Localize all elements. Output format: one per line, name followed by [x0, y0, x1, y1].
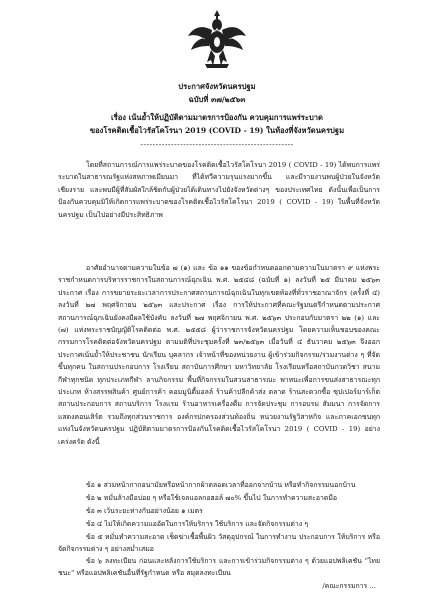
subject-line-2: ของโรคติดเชื้อไวรัสโคโรนา 2019 (COVID - 19) ในท้องที่จังหวัดนครปฐม: [89, 126, 345, 135]
subject-line-1: เรื่อง เน้นย้ำให้ปฏิบัติตามมาตรการป้องกัน ควบคุมการแพร่ระบาด: [111, 113, 323, 122]
measure-item-3: ข้อ ๓ เว้นระยะห่างกันอย่างน้อย ๑ เมตร: [86, 507, 203, 515]
intro-paragraph: โดยที่สถานการณ์การแพร่ระบาดของโรคติดเชื้อไวรัสโคโรนา 2019 ( COVID - 19) ได้พบการแพร่ระบาดในสาธารณรัฐแห่งสหภาพเมียนมา ที่ได้ทวีความรุนแรงมากขึ้น และมีรายงานพบผู้ป่วยในจังหวัดเชียงราย และพบมีผู้ที่สัมผัสใกล้ชิดกับผู้ป่วยได้เดินทางไปยังจังหวัดต่างๆ ของประเทศไทย ดังนั้นเพื่อเป็นการป้องกันควบคุมมิให้เกิดการแพร่ระบาดของโรคติดเชื้อไวรัสโคโรนา 2019 ( COVID - 19) ในพื้นที่จังหวัดนครปฐม เป็นไปอย่างมีประสิทธิภาพ: [58, 161, 380, 219]
measure-item-4: ข้อ ๔ ไม่ให้เกิดความแออัดในการให้บริการ ใช้บริการ และจัดกิจกรรมต่าง ๆ: [86, 520, 309, 528]
document-title: ประกาศจังหวัดนครปฐม: [178, 82, 256, 91]
announcement-number: ฉบับที่ ๓๗/๒๕๖๓: [188, 95, 246, 104]
authority-paragraph: อาศัยอำนาจตามความในข้อ ๗ (๑) และ ข้อ ๑๑ ของข้อกำหนดออกตามความในมาตรา ๙ แห่งพระราชกำหนดการบริหารราชการในสถานการณ์ฉุกเฉิน พ.ศ. ๒๕๔๘ (ฉบับที่ ๑) ลงวันที่ ๒๕ มีนาคม ๒๕๖๓ ประกาศ เรื่อง การขยายระยะเวลาการประกาศสถานการณ์ฉุกเฉินในทุกเขตท้องที่ทั่วราชอาณาจักร (ครั้งที่ ๔) ลงวันที่ ๒๗ พฤศจิกายน ๒๕๖๓ และประกาศ เรื่อง การให้ประกาศที่คณะรัฐมนตรีกำหนดตามประกาศสถานการณ์ฉุกเฉินยังคงมีผลใช้บังคับ ลงวันที่ ๒๗ พฤศจิกายน พ.ศ. ๒๕๖๓ ประกอบกับมาตรา ๒๒ (๑) และ (๗) แห่งพระราชบัญญัติโรคติดต่อ พ.ศ. ๒๕๕๘ ผู้ว่าราชการจังหวัดนครปฐม โดยความเห็นชอบของคณะกรรมการโรคติดต่อจังหวัดนครปฐม ตามมติที่ประชุมครั้งที่ ๒๓/๒๕๖๓ เมื่อวันที่ ๔ ธันวาคม ๒๕๖๓ จึงออกประกาศเน้นย้ำให้ประชาชน นักเรียน บุคลากร เจ้าหน้าที่ของหน่วยงาน ผู้เข้าร่วมกิจกรรม/ร่วมงานต่าง ๆ ที่จัดขึ้นทุกคน ในสถานประกอบการ โรงเรียน สถาบันการศึกษา มหาวิทยาลัย โรงเรียนหรือสถาบันกวดวิชา สนามกีฬาทุกชนิด ทุกประเภทกีฬา ลานกิจกรรม พื้นที่กิจกรรมในสวนสาธารณะ พาหนะเพื่อการขนส่งสาธารณะทุกประเภท ห้างสรรพสินค้า ศูนย์การค้า คอมมูนิตี้มอลล์ ร้านค้าปลีกค้าส่ง ตลาด ร้านสะดวกซื้อ ซุปเปอร์มาร์เก็ต สถานประกอบการ สถานบริการ โรงแรม ร้านอาหารเครื่องดื่ม การจัดประชุม การอบรม สัมมนา การจัดการแสดงคอนเสิร์ต รวมถึงทุกส่วนราชการ องค์กรปกครองส่วนท้องถิ่น หน่วยงานรัฐวิสาหกิจ และภาคเอกชนทุกแห่งในจังหวัดนครปฐม ปฏิบัติตามมาตรการป้องกันโรคติดเชื้อไวรัสโคโรนา 2019 ( COVID - 19) อย่างเคร่งครัด ดังนี้: [58, 264, 380, 446]
measure-item-6: ข้อ ๖ ลงทะเบียน ก่อนและหลังการใช้บริการ และการเข้าร่วมกิจกรรมต่าง ๆ ด้วยแอปพลิเคชัน "ไทยชนะ" หรือแอปพลิเคชันอื่นที่รัฐกำหนด หรือ สมุดลงทะเบียน: [58, 557, 380, 578]
measure-item-5: ข้อ ๕ หมั่นทำความสะอาด เช็ดฆ่าเชื้อพื้นผิว วัสดุอุปกรณ์ ในการทำงาน ประกอบการ ให้บริการ หรือจัดกิจกรรมต่าง ๆ อย่างสม่ำเสมอ: [58, 533, 380, 554]
measure-item-2: ข้อ ๒ หมั่นล้างมือบ่อย ๆ หรือใช้เจลแอลกอฮอล์ ๗๐% ขึ้นไป ในการทำความสะอาดมือ: [86, 494, 338, 502]
garuda-emblem-icon: [187, 6, 247, 70]
measure-item-1: ข้อ ๑ สวมหน้ากากอนามัยหรือหน้ากากผ้าตลอดเวลาที่ออกจากบ้าน หรือทำกิจกรรมนอกบ้าน: [86, 481, 356, 489]
page-continuation: /คณะกรรมการ ...: [322, 582, 376, 590]
header-divider: --------------------------------------------------: [140, 140, 294, 149]
